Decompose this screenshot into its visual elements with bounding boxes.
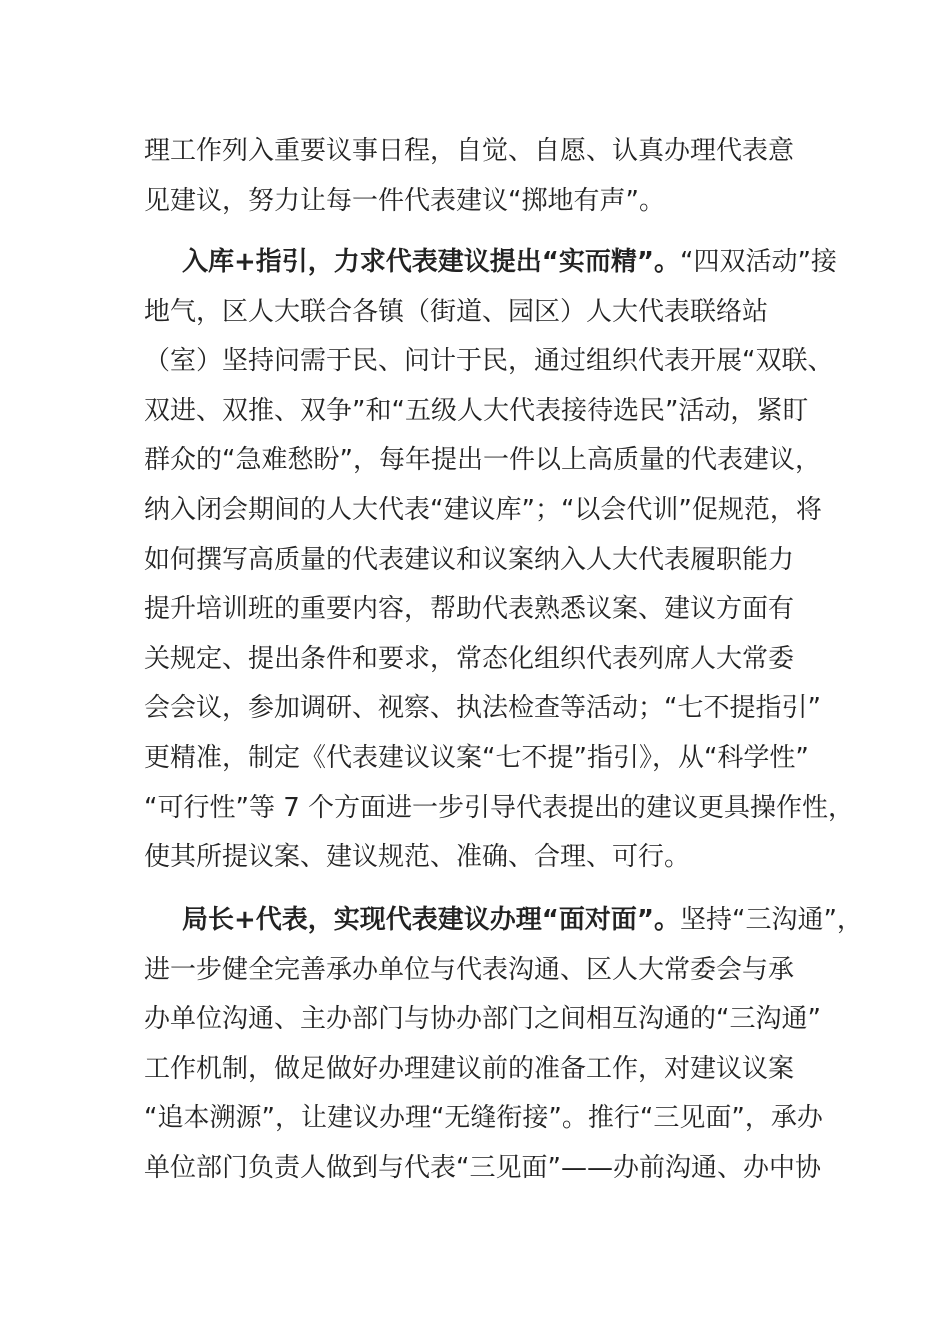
paragraph-first-line — [144, 896, 863, 946]
text-line: 提升培训班的重要内容，帮助代表熟悉议案、建议方面有 — [144, 594, 795, 625]
text-line: 群众的“急难愁盼”，每年提出一件以上高质量的代表建议， — [144, 445, 821, 476]
text-line: 会会议，参加调研、视察、执法检查等活动；“七不提指引” — [144, 693, 821, 724]
text-line: 见建议，努力让每一件代表建议“掷地有声”。 — [144, 185, 665, 216]
paragraph-director-representative — [144, 896, 863, 1194]
text-line: 纳入闭会期间的人大代表“建议库”；“以会代训”促规范，将 — [144, 494, 822, 525]
text-line: 更精准，制定《代表建议议案“七不提”指引》，从“科学性” — [144, 742, 809, 773]
text-line: 进一步健全完善承办单位与代表沟通、区人大常委会与承 — [144, 954, 795, 985]
text-line: 关规定、提出条件和要求，常态化组织代表列席人大常委 — [144, 643, 795, 674]
paragraph-first-line — [144, 238, 837, 288]
text-fragment: “四双活动”接 — [679, 247, 837, 277]
text-fragment: 坚持“三沟通”， — [679, 905, 863, 935]
text-line: “追本溯源”，让建议办理“无缝衔接”。推行“三见面”，承办 — [144, 1103, 823, 1134]
paragraph-intake-guidance — [144, 238, 855, 883]
text-line: 使其所提议案、建议规范、准确、合理、可行。 — [144, 842, 691, 873]
text-line: “可行性”等 7 个方面进一步引导代表提出的建议更具操作性， — [144, 792, 855, 823]
text-line: （室）坚持问需于民、问计于民，通过组织代表开展“双联、 — [144, 346, 834, 377]
paragraph-heading: 局长+代表，实现代表建议办理“面对面”。 — [182, 905, 680, 935]
text-line: 如何撰写高质量的代表建议和议案纳入人大代表履职能力 — [144, 544, 795, 575]
text-line: 单位部门负责人做到与代表“三见面”——办前沟通、办中协 — [144, 1152, 821, 1183]
text-line: 工作机制，做足做好办理建议前的准备工作，对建议议案 — [144, 1053, 795, 1084]
text-line: 办单位沟通、主办部门与协办部门之间相互沟通的“三沟通” — [144, 1004, 821, 1035]
paragraph-continuation — [144, 127, 834, 226]
text-line: 双进、双推、双争”和“五级人大代表接待选民”活动，紧盯 — [144, 395, 809, 426]
text-line: 地气，区人大联合各镇（街道、园区）人大代表联络站 — [144, 296, 769, 327]
text-line: 理工作列入重要议事日程，自觉、自愿、认真办理代表意 — [144, 136, 795, 166]
paragraph-heading: 入库+指引，力求代表建议提出“实而精”。 — [182, 247, 680, 277]
